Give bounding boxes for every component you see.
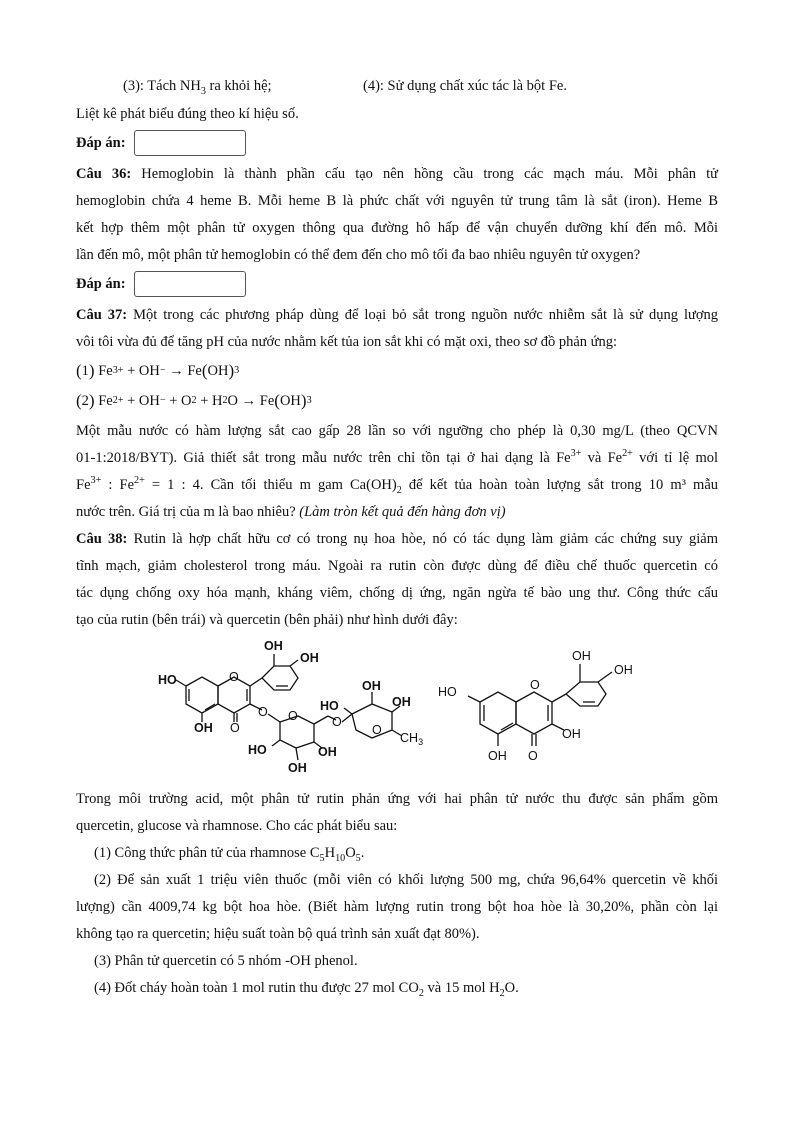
answer-input-36[interactable] [134, 271, 246, 297]
rutin-carbonyl-o: O [230, 721, 240, 735]
rutin-ch3: $CH_3$ [400, 731, 424, 747]
rutin-ho-7: HO [158, 673, 177, 687]
structures-figure [76, 634, 718, 786]
option-3: (3): Tách $NH_3$ ra khỏi hệ; [123, 77, 272, 97]
rutin-rham-oh-a: OH [362, 679, 381, 693]
question-37 [76, 302, 718, 526]
question-37-line-1: Câu 37: Một trong các phương pháp dùng để loại bỏ sắt trong nguồn nước nhiễm sắt là sử dụng lượng [76, 307, 719, 323]
question-38-line-3: tác dụng chống oxy hóa mạnh, kháng viêm, chống dị ứng, ngăn ngừa tế bào ung thư. Công thức cấu [76, 585, 718, 601]
statement-2-line-3: không tạo ra quercetin; hiệu suất toàn bộ quá trình sản xuất đạt 80%). [76, 926, 480, 942]
instruction: Liệt kê phát biểu đúng theo kí hiệu số. [76, 105, 299, 122]
document-page [76, 72, 718, 1002]
statement-3: (3) Phân tử quercetin có 5 nhóm -OH phenol. [94, 953, 358, 969]
question-38-line-1: Câu 38: Rutin là hợp chất hữu cơ có trong nụ hoa hòe, nó có tác dụng làm giảm các chứng suy giảm [76, 531, 718, 547]
reaction-2: ( 2 ) Fe 2+ + OH − + O 2 + H 2 O → Fe ( OH ) 3 [76, 391, 312, 410]
statement-2-line-1: (2) Để sản xuất 1 triệu viên thuốc (mỗi viên có khối lượng 500 mg, chứa 96,64% quercetin về khối [94, 872, 718, 888]
question-37-para-2: 01-1:2018/BYT). Giả thiết sắt trong mẫu nước trên chỉ tồn tại ở hai dạng là $Fe^{3+}$ và $Fe^{2+}$ với tỉ lệ mol [76, 448, 719, 466]
quercetin-oh-3: OH [562, 727, 581, 741]
reaction-1: ( 1 ) Fe 3+ + OH − → Fe ( OH ) 3 [76, 361, 240, 380]
quercetin-ring-o: O [530, 678, 540, 692]
question-37-line-2: vôi tôi vừa đủ để tăng pH của nước nhằm kết tủa ion sắt khi có mặt oxi, theo sơ đồ phản ứng: [76, 334, 618, 350]
quercetin-oh-3p: OH [572, 649, 591, 663]
rutin-oh-5: OH [194, 721, 213, 735]
answer-label: Đáp án: [76, 134, 126, 151]
question-36-line-3: kết hợp thêm một phân tử oxygen thông qua đường hô hấp để vận chuyển dưỡng khí đến mô. Mỗi [76, 220, 718, 236]
question-38-line-2: tĩnh mạch, giảm cholesterol trong máu. Ngoài ra rutin còn được dùng để điều chế thuốc quercetin có [76, 558, 718, 574]
statement-4: (4) Đốt cháy hoàn toàn 1 mol rutin thu được 27 mol $CO_2$ và 15 mol $H_2O$. [94, 980, 519, 999]
statement-2-line-2: lượng) cần 4009,74 kg bột hoa hòe. (Biết hàm lượng rutin trong bột hoa hòe là 30,20%, phần còn lại [76, 899, 718, 915]
question-36-line-2: hemoglobin chứa 4 heme B. Mỗi heme B là phức chất với nguyên tử trung tâm là sắt (iron). Heme B [76, 193, 718, 209]
statement-1: (1) Công thức phân tử của rhamnose $C_5H_{10}O_5$. [94, 845, 365, 864]
rutin-rham-o: O [372, 723, 382, 737]
question-36-line-4: lần đến mô, một phân tử hemoglobin có thể đem đến cho mô tối đa bao nhiêu nguyên tử oxygen? [76, 247, 641, 263]
rutin-glucose-ho: HO [248, 743, 267, 757]
answer-label: Đáp án: [76, 275, 126, 292]
rutin-link-o: O [332, 715, 342, 729]
rutin-glucose-oh-a: OH [288, 761, 307, 775]
question-38-line-4: tạo của rutin (bên trái) và quercetin (bên phải) như hình dưới đây: [76, 612, 458, 628]
quercetin-a-ring [480, 692, 516, 734]
rutin-oh-3p: OH [264, 639, 283, 653]
rutin-a-ring [186, 677, 218, 713]
option-4: (4): Sử dụng chất xúc tác là bột Fe. [363, 77, 567, 94]
options-row [76, 72, 718, 100]
rutin-rham-ho: HO [320, 699, 339, 713]
question-36 [76, 161, 718, 269]
question-38-after-1: Trong môi trường acid, một phân tử rutin phản ứng với hai phân tử nước thu được sản phẩm gồm [76, 791, 718, 807]
question-38-label: Câu 38: [76, 531, 128, 547]
rutin-quercetin-structures [76, 634, 718, 786]
rutin-glucose-oh-b: OH [318, 745, 337, 759]
question-36-line-1: Câu 36: Hemoglobin là thành phần cấu tạo nên hồng cầu trong các mạch máu. Mỗi phân tử [76, 166, 718, 182]
rutin-rham-oh-b: OH [392, 695, 411, 709]
rutin-oh-4p: OH [300, 651, 319, 665]
quercetin-oh-5: OH [488, 749, 507, 763]
answer-input-35[interactable] [134, 130, 246, 156]
quercetin-ho-7: HO [438, 685, 457, 699]
quercetin-c-ring [516, 692, 552, 734]
question-37-para-4: nước trên. Giá trị của m là bao nhiêu? (Làm tròn kết quả đến hàng đơn vị) [76, 504, 506, 520]
question-37-label: Câu 37: [76, 307, 128, 323]
quercetin-oh-4p: OH [614, 663, 633, 677]
question-37-para-3: $Fe^{3+}$ : $Fe^{2+} = 1$ : 4. Cần tối thiểu m gam $Ca(OH)_2$ để kết tủa hoàn toàn lượng sắt trong 10 m³ mẫu [76, 475, 719, 496]
question-37-para-1: Một mẫu nước có hàm lượng sắt cao gấp 28 lần so với ngưỡng cho phép là 0,30 mg/L (theo QCVN [76, 423, 718, 439]
rutin-ring-o: O [229, 670, 239, 684]
rutin-glycosidic-o: O [258, 705, 268, 719]
answer-row-35 [76, 128, 718, 158]
question-38-after-2: quercetin, glucose và rhamnose. Cho các phát biểu sau: [76, 818, 398, 834]
quercetin-carbonyl-o: O [528, 749, 538, 763]
answer-row-36 [76, 269, 718, 299]
question-38 [76, 526, 718, 1002]
rutin-glucose-o: O [288, 709, 298, 723]
question-36-label: Câu 36: [76, 166, 132, 182]
